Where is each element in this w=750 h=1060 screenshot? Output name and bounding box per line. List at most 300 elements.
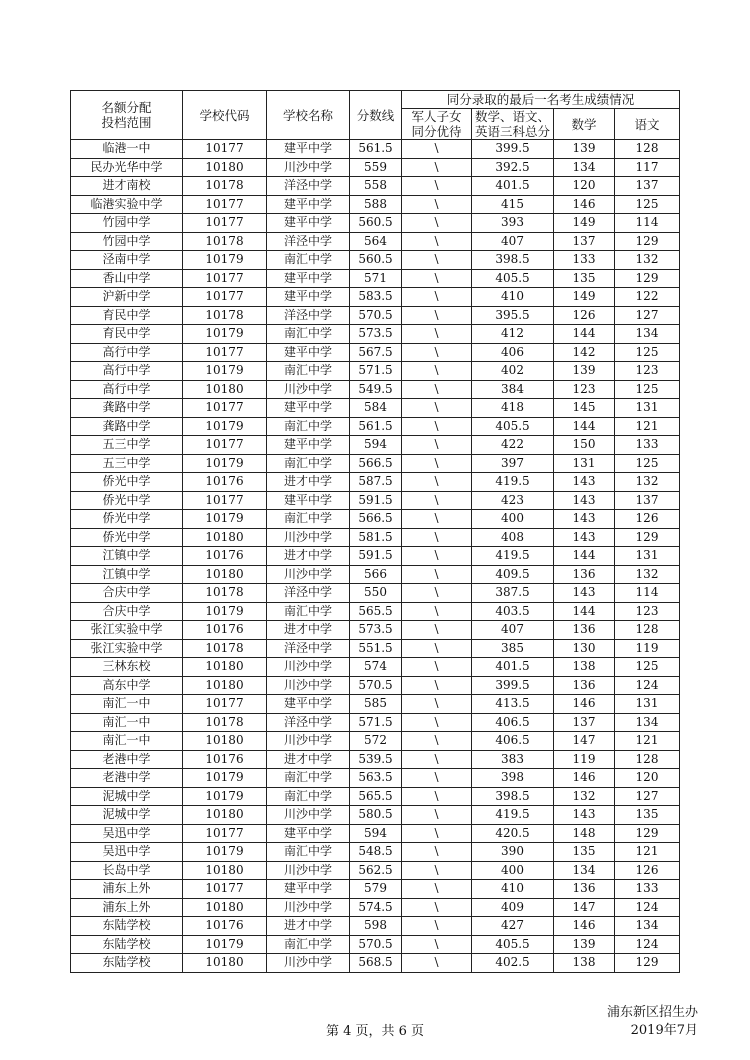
military-cell: \ — [402, 436, 472, 455]
school-code-cell: 10180 — [183, 158, 267, 177]
school-code-cell: 10179 — [183, 602, 267, 621]
school-code-cell: 10177 — [183, 436, 267, 455]
military-cell: \ — [402, 584, 472, 603]
school-code-cell: 10179 — [183, 325, 267, 344]
school-code-cell: 10179 — [183, 769, 267, 788]
school-code-cell: 10176 — [183, 917, 267, 936]
military-cell: \ — [402, 769, 472, 788]
score-line-cell: 561.5 — [350, 140, 402, 159]
three-subject-total-cell: 393 — [472, 214, 554, 233]
school-name-cell: 建平中学 — [267, 436, 350, 455]
school-name-cell: 建平中学 — [267, 214, 350, 233]
chinese-cell: 125 — [615, 454, 680, 473]
three-subject-total-cell: 413.5 — [472, 695, 554, 714]
chinese-cell: 131 — [615, 547, 680, 566]
chinese-cell: 131 — [615, 695, 680, 714]
three-subject-total-cell: 398.5 — [472, 251, 554, 270]
header-chinese: 语文 — [615, 109, 680, 140]
score-line-cell: 580.5 — [350, 806, 402, 825]
three-subject-total-cell: 401.5 — [472, 658, 554, 677]
three-subject-total-cell: 385 — [472, 639, 554, 658]
score-line-cell: 560.5 — [350, 214, 402, 233]
table-row — [71, 621, 680, 640]
school-name-cell: 南汇中学 — [267, 769, 350, 788]
school-name-cell: 南汇中学 — [267, 602, 350, 621]
school-name-cell: 洋泾中学 — [267, 584, 350, 603]
three-subject-total-cell: 397 — [472, 454, 554, 473]
quota-range-cell: 高行中学 — [71, 362, 183, 381]
math-cell: 135 — [554, 843, 615, 862]
school-code-cell: 10179 — [183, 843, 267, 862]
school-name-cell: 建平中学 — [267, 269, 350, 288]
quota-range-cell: 香山中学 — [71, 269, 183, 288]
military-cell: \ — [402, 510, 472, 529]
chinese-cell: 124 — [615, 676, 680, 695]
table-row — [71, 750, 680, 769]
chinese-cell: 114 — [615, 584, 680, 603]
quota-range-cell: 老港中学 — [71, 769, 183, 788]
school-name-cell: 建平中学 — [267, 343, 350, 362]
table-row — [71, 195, 680, 214]
quota-range-cell: 东陆学校 — [71, 935, 183, 954]
table-row — [71, 565, 680, 584]
quota-range-cell: 浦东上外 — [71, 880, 183, 899]
three-subject-total-cell: 400 — [472, 510, 554, 529]
math-cell: 139 — [554, 362, 615, 381]
three-subject-total-cell: 398.5 — [472, 787, 554, 806]
score-line-cell: 574.5 — [350, 898, 402, 917]
quota-range-cell: 泥城中学 — [71, 806, 183, 825]
chinese-cell: 124 — [615, 935, 680, 954]
chinese-cell: 131 — [615, 399, 680, 418]
school-code-cell: 10177 — [183, 214, 267, 233]
math-cell: 144 — [554, 417, 615, 436]
school-code-cell: 10180 — [183, 528, 267, 547]
math-cell: 146 — [554, 769, 615, 788]
school-code-cell: 10179 — [183, 417, 267, 436]
math-cell: 130 — [554, 639, 615, 658]
quota-range-cell: 高行中学 — [71, 343, 183, 362]
score-line-cell: 583.5 — [350, 288, 402, 307]
math-cell: 142 — [554, 343, 615, 362]
school-name-cell: 川沙中学 — [267, 954, 350, 973]
three-subject-total-cell: 419.5 — [472, 547, 554, 566]
three-subject-total-cell: 405.5 — [472, 269, 554, 288]
school-name-cell: 南汇中学 — [267, 251, 350, 270]
header-school-name: 学校名称 — [267, 91, 350, 140]
military-cell: \ — [402, 158, 472, 177]
header-three-subjects: 数学、语文、 英语三科总分 — [472, 109, 554, 140]
school-name-cell: 进才中学 — [267, 621, 350, 640]
school-code-cell: 10177 — [183, 491, 267, 510]
math-cell: 138 — [554, 658, 615, 677]
three-subject-total-cell: 406 — [472, 343, 554, 362]
military-cell: \ — [402, 824, 472, 843]
chinese-cell: 124 — [615, 898, 680, 917]
table-row — [71, 325, 680, 344]
school-code-cell: 10177 — [183, 195, 267, 214]
quota-range-cell: 侨光中学 — [71, 528, 183, 547]
military-cell: \ — [402, 954, 472, 973]
military-cell: \ — [402, 880, 472, 899]
quota-range-cell: 南汇一中 — [71, 695, 183, 714]
chinese-cell: 127 — [615, 306, 680, 325]
score-line-cell: 561.5 — [350, 417, 402, 436]
score-line-cell: 568.5 — [350, 954, 402, 973]
chinese-cell: 129 — [615, 232, 680, 251]
school-code-cell: 10177 — [183, 695, 267, 714]
military-cell: \ — [402, 362, 472, 381]
quota-range-cell: 龚路中学 — [71, 417, 183, 436]
chinese-cell: 121 — [615, 843, 680, 862]
table-row — [71, 306, 680, 325]
three-subject-total-cell: 398 — [472, 769, 554, 788]
military-cell: \ — [402, 140, 472, 159]
school-name-cell: 川沙中学 — [267, 565, 350, 584]
military-cell: \ — [402, 306, 472, 325]
chinese-cell: 128 — [615, 140, 680, 159]
table-row — [71, 861, 680, 880]
header-math: 数学 — [554, 109, 615, 140]
chinese-cell: 123 — [615, 362, 680, 381]
table-row — [71, 158, 680, 177]
school-code-cell: 10178 — [183, 306, 267, 325]
score-line-cell: 584 — [350, 399, 402, 418]
three-subject-total-cell: 410 — [472, 288, 554, 307]
score-line-cell: 591.5 — [350, 491, 402, 510]
three-subject-total-cell: 407 — [472, 232, 554, 251]
table-row — [71, 380, 680, 399]
math-cell: 136 — [554, 565, 615, 584]
school-name-cell: 南汇中学 — [267, 787, 350, 806]
military-cell: \ — [402, 325, 472, 344]
score-line-cell: 565.5 — [350, 787, 402, 806]
military-cell: \ — [402, 639, 472, 658]
school-code-cell: 10179 — [183, 935, 267, 954]
score-line-cell: 594 — [350, 824, 402, 843]
math-cell: 119 — [554, 750, 615, 769]
score-line-cell: 548.5 — [350, 843, 402, 862]
score-line-cell: 539.5 — [350, 750, 402, 769]
school-name-cell: 南汇中学 — [267, 362, 350, 381]
military-cell: \ — [402, 177, 472, 196]
military-cell: \ — [402, 214, 472, 233]
chinese-cell: 122 — [615, 288, 680, 307]
school-name-cell: 洋泾中学 — [267, 306, 350, 325]
table-row — [71, 140, 680, 159]
three-subject-total-cell: 390 — [472, 843, 554, 862]
three-subject-total-cell: 410 — [472, 880, 554, 899]
school-name-cell: 建平中学 — [267, 695, 350, 714]
math-cell: 150 — [554, 436, 615, 455]
quota-range-cell: 高东中学 — [71, 676, 183, 695]
table-row — [71, 251, 680, 270]
military-cell: \ — [402, 343, 472, 362]
score-line-cell: 565.5 — [350, 602, 402, 621]
military-cell: \ — [402, 399, 472, 418]
military-cell: \ — [402, 935, 472, 954]
three-subject-total-cell: 415 — [472, 195, 554, 214]
admission-score-table — [70, 90, 680, 973]
math-cell: 144 — [554, 325, 615, 344]
score-line-cell: 588 — [350, 195, 402, 214]
school-code-cell: 10179 — [183, 787, 267, 806]
math-cell: 134 — [554, 861, 615, 880]
school-code-cell: 10180 — [183, 380, 267, 399]
chinese-cell: 134 — [615, 325, 680, 344]
table-row — [71, 214, 680, 233]
school-code-cell: 10177 — [183, 288, 267, 307]
school-name-cell: 南汇中学 — [267, 510, 350, 529]
school-name-cell: 建平中学 — [267, 824, 350, 843]
chinese-cell: 119 — [615, 639, 680, 658]
score-line-cell: 551.5 — [350, 639, 402, 658]
school-code-cell: 10176 — [183, 473, 267, 492]
header-military: 军人子女 同分优待 — [402, 109, 472, 140]
quota-range-cell: 侨光中学 — [71, 491, 183, 510]
table-row — [71, 454, 680, 473]
table-row — [71, 843, 680, 862]
school-name-cell: 建平中学 — [267, 288, 350, 307]
school-name-cell: 洋泾中学 — [267, 713, 350, 732]
school-name-cell: 进才中学 — [267, 547, 350, 566]
three-subject-total-cell: 407 — [472, 621, 554, 640]
military-cell: \ — [402, 750, 472, 769]
school-code-cell: 10180 — [183, 676, 267, 695]
table-row — [71, 399, 680, 418]
military-cell: \ — [402, 917, 472, 936]
chinese-cell: 129 — [615, 528, 680, 547]
three-subject-total-cell: 409 — [472, 898, 554, 917]
score-line-cell: 572 — [350, 732, 402, 751]
school-name-cell: 进才中学 — [267, 917, 350, 936]
three-subject-total-cell: 395.5 — [472, 306, 554, 325]
quota-range-cell: 竹园中学 — [71, 232, 183, 251]
quota-range-cell: 侨光中学 — [71, 510, 183, 529]
table-row — [71, 473, 680, 492]
school-code-cell: 10180 — [183, 658, 267, 677]
military-cell: \ — [402, 861, 472, 880]
three-subject-total-cell: 418 — [472, 399, 554, 418]
chinese-cell: 125 — [615, 380, 680, 399]
military-cell: \ — [402, 491, 472, 510]
table-row — [71, 177, 680, 196]
table-row — [71, 769, 680, 788]
quota-range-cell: 泾南中学 — [71, 251, 183, 270]
military-cell: \ — [402, 676, 472, 695]
math-cell: 147 — [554, 732, 615, 751]
quota-range-cell: 合庆中学 — [71, 584, 183, 603]
three-subject-total-cell: 427 — [472, 917, 554, 936]
military-cell: \ — [402, 787, 472, 806]
three-subject-total-cell: 420.5 — [472, 824, 554, 843]
school-name-cell: 建平中学 — [267, 195, 350, 214]
school-name-cell: 南汇中学 — [267, 935, 350, 954]
military-cell: \ — [402, 565, 472, 584]
military-cell: \ — [402, 473, 472, 492]
chinese-cell: 126 — [615, 861, 680, 880]
math-cell: 132 — [554, 787, 615, 806]
school-code-cell: 10179 — [183, 362, 267, 381]
military-cell: \ — [402, 713, 472, 732]
three-subject-total-cell: 400 — [472, 861, 554, 880]
military-cell: \ — [402, 843, 472, 862]
three-subject-total-cell: 422 — [472, 436, 554, 455]
score-line-cell: 581.5 — [350, 528, 402, 547]
three-subject-total-cell: 423 — [472, 491, 554, 510]
math-cell: 145 — [554, 399, 615, 418]
table-row — [71, 343, 680, 362]
table-row — [71, 528, 680, 547]
three-subject-total-cell: 405.5 — [472, 417, 554, 436]
math-cell: 133 — [554, 251, 615, 270]
quota-range-cell: 五三中学 — [71, 454, 183, 473]
score-line-cell: 550 — [350, 584, 402, 603]
math-cell: 138 — [554, 954, 615, 973]
table-row — [71, 806, 680, 825]
issue-date: 2019年7月 — [630, 1023, 698, 1038]
school-code-cell: 10179 — [183, 251, 267, 270]
table-row — [71, 658, 680, 677]
school-code-cell: 10178 — [183, 232, 267, 251]
score-line-cell: 559 — [350, 158, 402, 177]
school-code-cell: 10177 — [183, 880, 267, 899]
math-cell: 137 — [554, 713, 615, 732]
score-line-cell: 585 — [350, 695, 402, 714]
three-subject-total-cell: 401.5 — [472, 177, 554, 196]
chinese-cell: 134 — [615, 713, 680, 732]
school-name-cell: 川沙中学 — [267, 658, 350, 677]
three-subject-total-cell: 419.5 — [472, 806, 554, 825]
math-cell: 136 — [554, 621, 615, 640]
school-code-cell: 10180 — [183, 732, 267, 751]
score-line-cell: 558 — [350, 177, 402, 196]
math-cell: 135 — [554, 269, 615, 288]
quota-range-cell: 临港一中 — [71, 140, 183, 159]
table-row — [71, 917, 680, 936]
school-name-cell: 川沙中学 — [267, 676, 350, 695]
chinese-cell: 128 — [615, 621, 680, 640]
three-subject-total-cell: 392.5 — [472, 158, 554, 177]
school-code-cell: 10177 — [183, 343, 267, 362]
page-number: 第 4 页，共 6 页 — [325, 1024, 425, 1039]
chinese-cell: 133 — [615, 436, 680, 455]
quota-range-cell: 育民中学 — [71, 325, 183, 344]
chinese-cell: 132 — [615, 565, 680, 584]
table-row — [71, 695, 680, 714]
military-cell: \ — [402, 269, 472, 288]
school-code-cell: 10180 — [183, 861, 267, 880]
three-subject-total-cell: 405.5 — [472, 935, 554, 954]
math-cell: 143 — [554, 473, 615, 492]
quota-range-cell: 江镇中学 — [71, 547, 183, 566]
chinese-cell: 117 — [615, 158, 680, 177]
quota-range-cell: 侨光中学 — [71, 473, 183, 492]
score-line-cell: 566.5 — [350, 510, 402, 529]
military-cell: \ — [402, 898, 472, 917]
military-cell: \ — [402, 251, 472, 270]
military-cell: \ — [402, 417, 472, 436]
score-line-cell: 579 — [350, 880, 402, 899]
score-line-cell: 574 — [350, 658, 402, 677]
three-subject-total-cell: 403.5 — [472, 602, 554, 621]
chinese-cell: 126 — [615, 510, 680, 529]
three-subject-total-cell: 383 — [472, 750, 554, 769]
quota-range-cell: 沪新中学 — [71, 288, 183, 307]
school-name-cell: 川沙中学 — [267, 380, 350, 399]
math-cell: 144 — [554, 602, 615, 621]
chinese-cell: 135 — [615, 806, 680, 825]
table-row — [71, 510, 680, 529]
military-cell: \ — [402, 547, 472, 566]
chinese-cell: 123 — [615, 602, 680, 621]
score-line-cell: 564 — [350, 232, 402, 251]
school-name-cell: 洋泾中学 — [267, 177, 350, 196]
math-cell: 143 — [554, 806, 615, 825]
table-row — [71, 547, 680, 566]
score-line-cell: 562.5 — [350, 861, 402, 880]
school-code-cell: 10176 — [183, 547, 267, 566]
school-name-cell: 建平中学 — [267, 399, 350, 418]
military-cell: \ — [402, 195, 472, 214]
score-line-cell: 570.5 — [350, 676, 402, 695]
chinese-cell: 129 — [615, 954, 680, 973]
quota-range-cell: 老港中学 — [71, 750, 183, 769]
chinese-cell: 121 — [615, 732, 680, 751]
military-cell: \ — [402, 232, 472, 251]
table-row — [71, 787, 680, 806]
military-cell: \ — [402, 806, 472, 825]
chinese-cell: 125 — [615, 195, 680, 214]
math-cell: 149 — [554, 288, 615, 307]
chinese-cell: 120 — [615, 769, 680, 788]
math-cell: 131 — [554, 454, 615, 473]
school-name-cell: 川沙中学 — [267, 528, 350, 547]
quota-range-cell: 张江实验中学 — [71, 621, 183, 640]
school-name-cell: 南汇中学 — [267, 454, 350, 473]
score-line-cell: 594 — [350, 436, 402, 455]
table-row — [71, 417, 680, 436]
quota-range-cell: 吴迅中学 — [71, 824, 183, 843]
math-cell: 146 — [554, 917, 615, 936]
score-line-cell: 563.5 — [350, 769, 402, 788]
three-subject-total-cell: 409.5 — [472, 565, 554, 584]
chinese-cell: 125 — [615, 658, 680, 677]
table-row — [71, 288, 680, 307]
three-subject-total-cell: 399.5 — [472, 140, 554, 159]
school-name-cell: 洋泾中学 — [267, 639, 350, 658]
score-line-cell: 591.5 — [350, 547, 402, 566]
military-cell: \ — [402, 528, 472, 547]
quota-range-cell: 民办光华中学 — [71, 158, 183, 177]
table-row — [71, 584, 680, 603]
math-cell: 144 — [554, 547, 615, 566]
math-cell: 136 — [554, 880, 615, 899]
three-subject-total-cell: 384 — [472, 380, 554, 399]
math-cell: 143 — [554, 491, 615, 510]
header-school-code: 学校代码 — [183, 91, 267, 140]
math-cell: 120 — [554, 177, 615, 196]
issuer-block — [607, 1004, 698, 1040]
school-code-cell: 10180 — [183, 806, 267, 825]
school-code-cell: 10177 — [183, 140, 267, 159]
school-code-cell: 10177 — [183, 269, 267, 288]
military-cell: \ — [402, 288, 472, 307]
quota-range-cell: 龚路中学 — [71, 399, 183, 418]
school-name-cell: 南汇中学 — [267, 843, 350, 862]
table-row — [71, 880, 680, 899]
quota-range-cell: 三林东校 — [71, 658, 183, 677]
